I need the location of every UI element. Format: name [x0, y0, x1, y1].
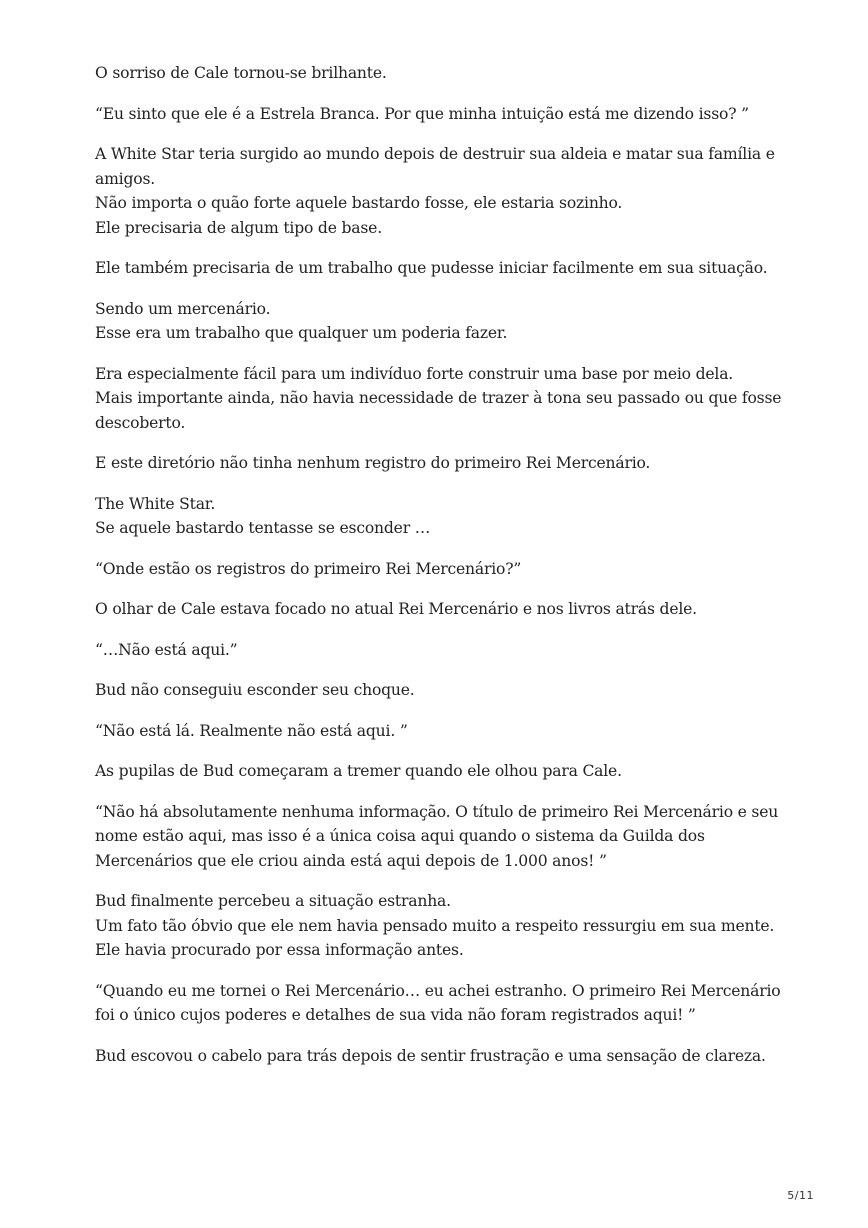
- paragraph: [95, 61, 795, 86]
- paragraph: [95, 759, 795, 784]
- text-line: “Onde estão os registros do primeiro Rei Mercenário?”: [95, 559, 522, 578]
- paragraph: [95, 102, 795, 127]
- document-body: [95, 61, 795, 1084]
- paragraph: [95, 1044, 795, 1069]
- text-line: Sendo um mercenário.: [95, 299, 271, 318]
- text-line: “Não há absolutamente nenhuma informação. O título de primeiro Rei Mercenário e seu: [95, 802, 779, 821]
- text-line: As pupilas de Bud começaram a tremer quando ele olhou para Cale.: [95, 762, 622, 780]
- text-line: Um fato tão óbvio que ele nem havia pensado muito a respeito ressurgiu em sua mente.: [95, 916, 775, 935]
- text-line: Bud finalmente percebeu a situação estranha.: [95, 892, 451, 910]
- text-line: Ele precisaria de algum tipo de base.: [95, 218, 382, 237]
- text-line: Não importa o quão forte aquele bastardo fosse, ele estaria sozinho.: [95, 194, 623, 212]
- text-line: foi o único cujos poderes e detalhes de sua vida não foram registrados aqui! ”: [95, 1006, 696, 1024]
- paragraph: [95, 800, 795, 874]
- text-line: amigos.: [95, 169, 156, 188]
- text-line: “Não está lá. Realmente não está aqui. ”: [95, 721, 408, 740]
- paragraph: [95, 678, 795, 703]
- text-line: nome estão aqui, mas isso é a única coisa aqui quando o sistema da Guilda dos: [95, 827, 705, 845]
- text-line: Era especialmente fácil para um indivíduo forte construir uma base por meio dela.: [95, 364, 734, 383]
- text-line: O olhar de Cale estava focado no atual Rei Mercenário e nos livros atrás dele.: [95, 600, 697, 618]
- text-line: Se aquele bastardo tentasse se esconder …: [95, 519, 431, 537]
- paragraph: [95, 492, 795, 541]
- paragraph: [95, 142, 795, 240]
- paragraph: [95, 597, 795, 622]
- text-line: Mercenários que ele criou ainda está aqui depois de 1.000 anos! ”: [95, 851, 607, 870]
- paragraph: [95, 979, 795, 1028]
- paragraph: [95, 451, 795, 476]
- text-line: Ele havia procurado por essa informação antes.: [95, 941, 464, 959]
- text-line: Bud não conseguiu esconder seu choque.: [95, 681, 415, 699]
- text-line: “Eu sinto que ele é a Estrela Branca. Por que minha intuição está me dizendo isso? ”: [95, 104, 749, 123]
- page-number: 5/11: [787, 1189, 814, 1202]
- paragraph: [95, 256, 795, 281]
- paragraph: [95, 297, 795, 346]
- text-line: Esse era um trabalho que qualquer um poderia fazer.: [95, 324, 508, 342]
- paragraph: [95, 557, 795, 582]
- paragraph: [95, 889, 795, 963]
- text-line: “…Não está aqui.”: [95, 640, 238, 659]
- text-line: “Quando eu me tornei o Rei Mercenário… eu achei estranho. O primeiro Rei Mercenário: [95, 981, 781, 1000]
- text-line: Bud escovou o cabelo para trás depois de sentir frustração e uma sensação de clareza.: [95, 1046, 766, 1065]
- paragraph: [95, 362, 795, 436]
- paragraph: [95, 719, 795, 744]
- text-line: Ele também precisaria de um trabalho que pudesse iniciar facilmente em sua situação.: [95, 259, 768, 277]
- text-line: O sorriso de Cale tornou-se brilhante.: [95, 64, 387, 82]
- text-line: The White Star.: [95, 494, 216, 513]
- text-line: descoberto.: [95, 413, 186, 432]
- text-line: Mais importante ainda, não havia necessidade de trazer à tona seu passado ou que fosse: [95, 389, 782, 407]
- text-line: E este diretório não tinha nenhum registro do primeiro Rei Mercenário.: [95, 454, 651, 472]
- text-line: A White Star teria surgido ao mundo depois de destruir sua aldeia e matar sua família e: [95, 145, 775, 163]
- paragraph: [95, 638, 795, 663]
